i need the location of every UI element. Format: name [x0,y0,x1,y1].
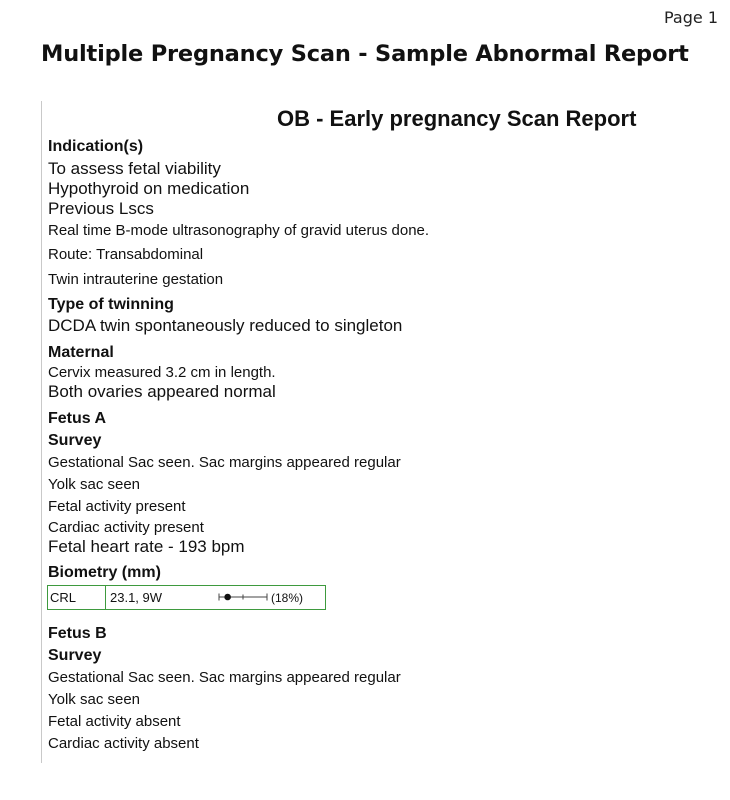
twinning-heading: Type of twinning [48,296,174,313]
biometry-table [47,585,326,610]
maternal-heading: Maternal [48,344,114,361]
fetus-b-survey-line: Yolk sac seen [48,691,141,708]
finding-line: Route: Transabdominal [48,246,204,263]
indication-item: Hypothyroid on medication [48,179,250,198]
finding-line: Twin intrauterine gestation [48,271,224,288]
percentile-text: (18%) [271,590,304,605]
finding-line: Real time B-mode ultrasonography of gravid uterus done. [48,222,430,239]
report-title: OB - Early pregnancy Scan Report [277,106,637,131]
page-number: Page 1 [664,8,718,27]
fetus-a-survey-line: Gestational Sac seen. Sac margins appeared regular [48,454,401,471]
fetus-a-survey-line: Yolk sac seen [48,476,141,493]
twinning-text: DCDA twin spontaneously reduced to singleton [48,316,403,335]
document-title: Multiple Pregnancy Scan - Sample Abnormal Report [41,41,689,67]
maternal-line: Both ovaries appeared normal [48,382,276,401]
biometry-value: 23.1, 9W [110,590,163,605]
indication-item: Previous Lscs [48,199,154,218]
biometry-label: CRL [48,586,106,609]
fetus-b-survey-line: Cardiac activity absent [48,735,199,752]
fetus-a-survey-line: Cardiac activity present [48,519,204,536]
fetus-a-survey-line: Fetal activity present [48,498,186,515]
biometry-heading: Biometry (mm) [48,564,161,581]
percentile-marker [224,593,231,600]
indications-heading: Indication(s) [48,138,144,155]
fetus-a-heading: Fetus A [48,410,107,427]
scan-report [41,101,682,763]
fetal-heart-rate: Fetal heart rate - 193 bpm [48,537,245,556]
fetus-b-survey-heading: Survey [48,647,102,664]
percentile-gauge [218,592,270,602]
indication-item: To assess fetal viability [48,159,221,178]
fetus-b-survey-line: Gestational Sac seen. Sac margins appeared regular [48,669,401,686]
fetus-b-heading: Fetus B [48,625,107,642]
fetus-a-survey-heading: Survey [48,432,102,449]
maternal-line: Cervix measured 3.2 cm in length. [48,364,276,381]
fetus-b-survey-line: Fetal activity absent [48,713,181,730]
